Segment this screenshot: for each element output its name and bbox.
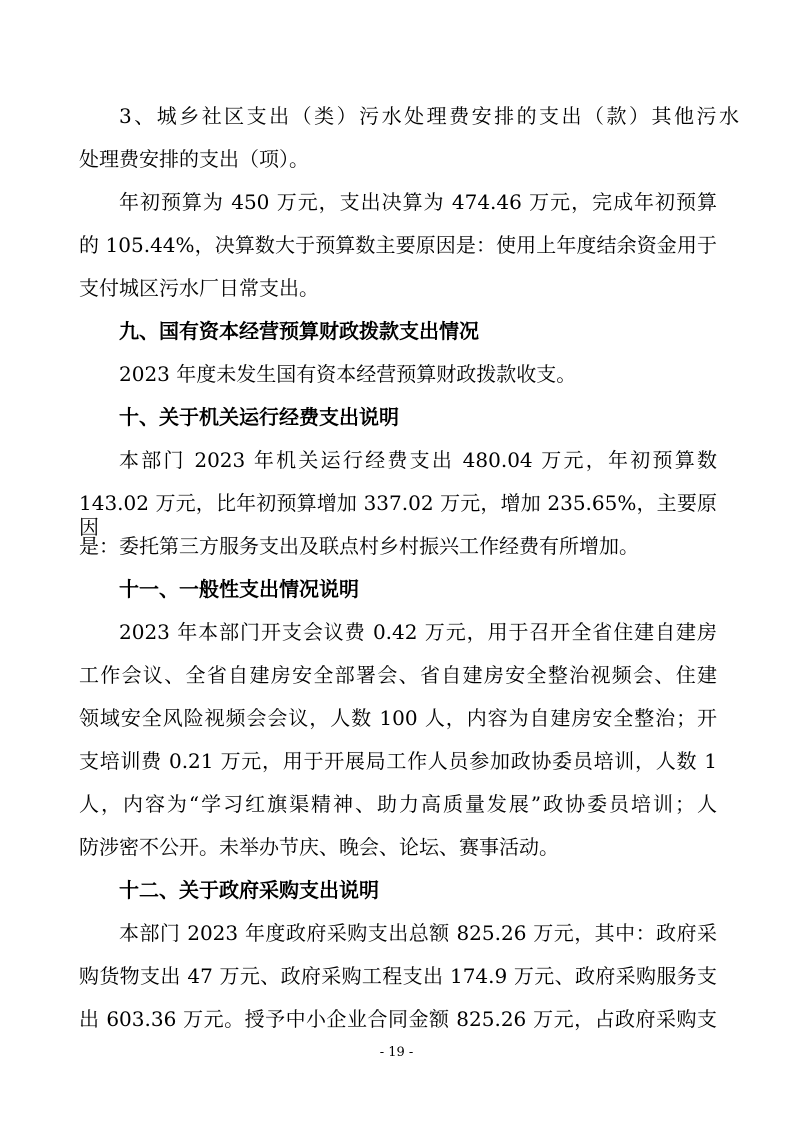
body-line: 3、城乡社区支出（类）污水处理费安排的支出（款）其他污水 (119, 104, 739, 128)
body-line: 2023 年本部门开支会议费 0.42 万元，用于召开全省住建自建房 (119, 620, 717, 644)
section-heading: 十一、一般性支出情况说明 (119, 577, 359, 601)
page-number: - 19 - (379, 1045, 414, 1060)
body-line: 2023 年度未发生国有资本经营预算财政拨款收支。 (119, 362, 577, 386)
body-line: 本部门 2023 年度政府采购支出总额 825.26 万元，其中：政府采 (119, 921, 717, 945)
body-line: 是：委托第三方服务支出及联点村乡村振兴工作经费有所增加。 (79, 534, 639, 558)
body-line: 支培训费 0.21 万元，用于开展局工作人员参加政协委员培训，人数 1 (79, 749, 717, 773)
body-line: 本部门 2023 年机关运行经费支出 480.04 万元，年初预算数 (119, 448, 717, 472)
body-line: 人，内容为“学习红旗渠精神、助力高质量发展”政协委员培训；人 (79, 792, 717, 816)
body-line: 支付城区污水厂日常支出。 (79, 276, 319, 300)
section-heading: 九、国有资本经营预算财政拨款支出情况 (119, 319, 479, 343)
body-line: 的 105.44%，决算数大于预算数主要原因是：使用上年度结余资金用于 (79, 233, 717, 257)
body-line: 143.02 万元，比年初预算增加 337.02 万元，增加 235.65%，主要原因 (79, 491, 717, 539)
section-heading: 十、关于机关运行经费支出说明 (119, 405, 399, 429)
section-heading: 十二、关于政府采购支出说明 (119, 878, 379, 902)
body-line: 购货物支出 47 万元、政府采购工程支出 174.9 万元、政府采购服务支 (79, 964, 717, 988)
body-line: 工作会议、全省自建房安全部署会、省自建房安全整治视频会、住建 (79, 663, 717, 687)
body-line: 防涉密不公开。未举办节庆、晚会、论坛、赛事活动。 (79, 835, 559, 859)
body-line: 年初预算为 450 万元，支出决算为 474.46 万元，完成年初预算 (119, 190, 717, 214)
body-line: 处理费安排的支出（项）。 (79, 147, 309, 171)
body-line: 出 603.36 万元。授予中小企业合同金额 825.26 万元，占政府采购支 (79, 1007, 717, 1031)
body-line: 领域安全风险视频会会议，人数 100 人，内容为自建房安全整治；开 (79, 706, 717, 730)
